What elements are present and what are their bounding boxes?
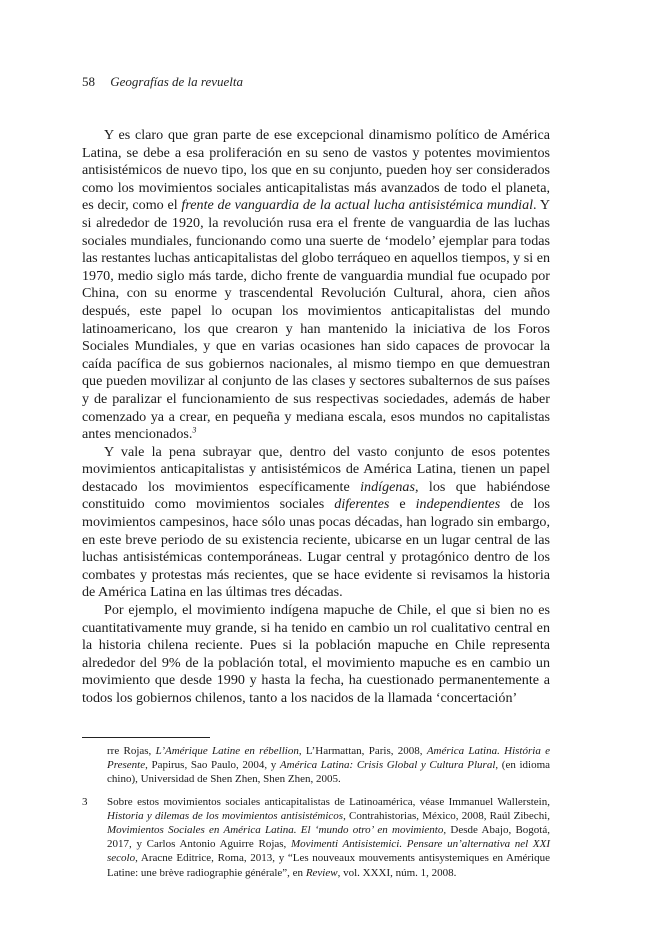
text-run: Y es claro que gran parte de ese excepcional dinamismo político de América Latina, se debe a esa proliferación en su seno de vastos y potentes movimientos antisistémicos de nuevo tipo, los que en su conjunto, pueden hoy ser considerados como los movimientos sociales anticapitalistas más avanzados de todo el planeta, es decir, como el — [82, 127, 550, 214]
italic-text: L’Amérique Latine en rébellion — [155, 745, 299, 757]
footnote — [82, 795, 550, 880]
text-run: , Contrahistorias, México, 2008, Raúl Zibechi, — [343, 809, 550, 822]
running-title: Geografías de la revuelta — [110, 74, 243, 89]
italic-text: frente de vanguardia de la actual lucha antisistémica mundial — [181, 197, 534, 214]
footnote-separator — [82, 737, 210, 738]
text-run: . Y si alrededor de 1920, la revolución rusa era el frente de vanguardia de las luchas sociales mundiales, funcionando como una suerte de ‘modelo’ ejemplar para todas las restantes luchas anticapitalistas del globo terráqueo en aquellos tiempos, y si en 1970, medio siglo más tarde, dicho frente de vanguardia mundial fue ocupado por China, con su enorme y trascendental Revolución Cultural, ahora, cien años después, este papel lo ocupan los movimientos anticapitalistas del mundo latinoamericano, los que crearon y han mantenido la iniciativa de los Foros Sociales Mundiales, y que en varias ocasiones han sido capaces de provocar la caída pacífica de sus gobiernos nacionales, al mismo tiempo en que demuestran que pueden movilizar al conjunto de las clases y sectores subalternos de sus países y de paralizar el funcionamiento de sus respectivas sociedades, además de haber comenzado ya a crear, en pequeña y mediana escala, esos mundos no capitalistas antes mencionados. — [82, 197, 550, 443]
italic-text: América Latina. História e Presente — [107, 745, 550, 772]
text-run: de los movimientos campesinos, hace sólo unas pocas décadas, han logrado sin embargo, en este breve periodo de su existencia reciente, ubicarse en un lugar central de las luchas antisistémicas contemporáneas. Lugar central y protagónico dentro de los combates y protestas más recientes, que se hace evidente si revisamos la historia de América Latina en las últimas tres décadas. — [82, 496, 550, 601]
footnote-text — [107, 795, 550, 880]
italic-text: indígenas — [360, 478, 415, 495]
footnote-ref: 3 — [192, 425, 197, 435]
footnote-text — [107, 744, 550, 787]
footnotes — [82, 744, 550, 888]
italic-text: América Latina: Crisis Global y Cultura Plural — [279, 759, 496, 772]
paragraph — [82, 444, 550, 602]
text-run: e — [389, 496, 416, 513]
text-run: Sobre estos movimientos sociales anticapitalistas de Latinoamérica, véase Immanuel Wallerstein, — [107, 795, 550, 808]
italic-text: independientes — [415, 496, 501, 513]
text-run: rre Rojas, — [107, 745, 156, 757]
page-number: 58 — [82, 74, 95, 89]
paragraph — [82, 127, 550, 444]
text-run: Y vale la pena subrayar que, dentro del vasto conjunto de esos potentes movimientos anticapitalistas y antisistémicos de América Latina, tienen un papel destacado los movimientos específicamente — [82, 443, 550, 495]
footnote-marker: 3 — [82, 795, 88, 808]
main-text — [82, 127, 550, 708]
italic-text: diferentes — [334, 496, 390, 513]
footnote-marker — [82, 744, 107, 787]
text-run: , los que habiéndose constituido como movimientos sociales — [82, 478, 550, 513]
text-run: , L’Harmattan, Paris, 2008, — [298, 745, 427, 757]
text-run: Por ejemplo, el movimiento indígena mapuche de Chile, el que si bien no es cuantitativamente muy grande, si ha tenido en cambio un rol cualitativo central en la historia chilena reciente. Pues si la población mapuche en Chile representa alrededor del 9% de la población total, el movimiento mapuche es en cambio un movimiento que desde 1990 y hasta la fecha, ha cuestionado permanentemente a todos los gobiernos chilenos, tanto a los nacidos de la llamada ‘concertación’ — [82, 602, 550, 706]
text-run: , Aracne Editrice, Roma, 2013, y “Les nouveaux mouvements antisystemiques en Amérique Latine: une brève radiographie générale”, en — [107, 852, 550, 879]
italic-text: Review — [305, 866, 338, 879]
text-run: , Papirus, Sao Paulo, 2004, y — [145, 759, 280, 772]
text-run: , vol. XXXI, núm. 1, 2008. — [337, 866, 457, 879]
text-run: , Desde Abajo, Bogotá, 2017, y Carlos Antonio Aguirre Rojas, — [107, 824, 550, 851]
text-run: , (en idioma chino), Universidad de Shen Zhen, Shen Zhen, 2005. — [107, 759, 551, 786]
italic-text: Movimenti Antisistemici. Pensare un’alternativa nel XXI secolo — [107, 838, 551, 865]
paragraph — [82, 602, 550, 708]
italic-text: Historia y dilemas de los movimientos antisistémicos — [107, 809, 344, 822]
italic-text: Movimientos Sociales en América Latina. El ‘mundo otro’ en movimiento — [107, 824, 444, 837]
footnote — [82, 744, 550, 787]
running-head — [82, 74, 243, 90]
